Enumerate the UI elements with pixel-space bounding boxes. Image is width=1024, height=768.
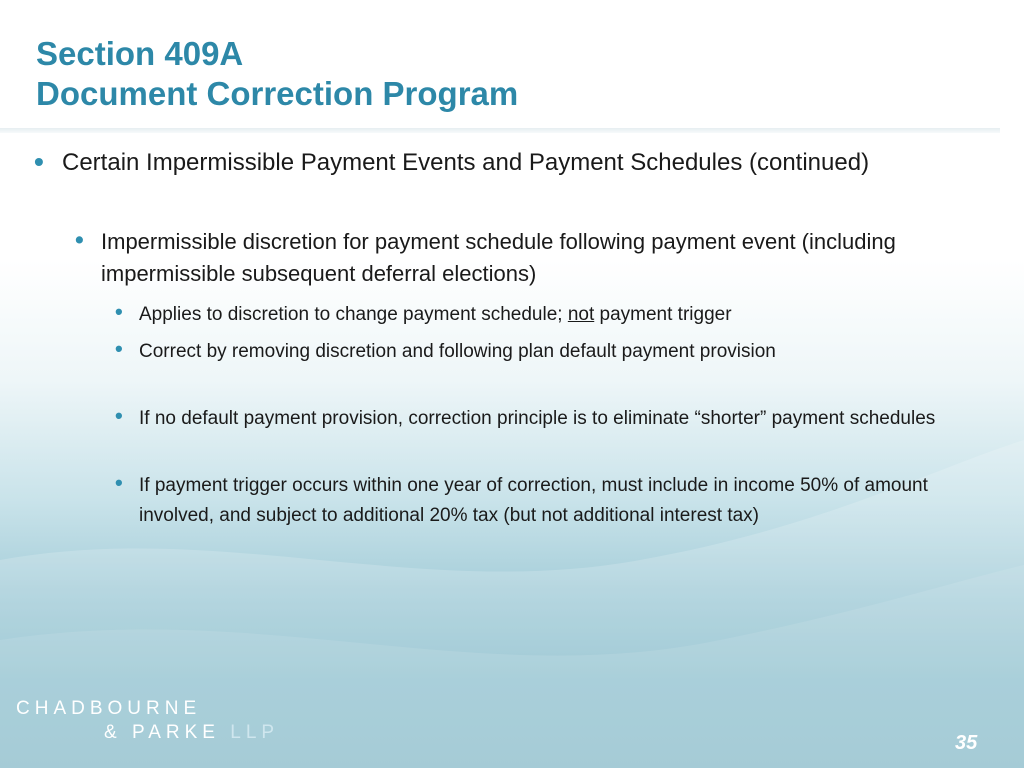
bullet-text-after: payment trigger xyxy=(594,304,732,325)
bullet-level1-text: Certain Impermissible Payment Events and Payment Schedules (continued) xyxy=(62,149,870,176)
bullet-level2 xyxy=(75,226,961,290)
bullet-level3-text: If no default payment provision, correction principle is to eliminate “shorter” payment schedules xyxy=(139,408,936,429)
bullet-text-before: Applies to discretion to change payment schedule; xyxy=(139,304,568,325)
bullet-level3-item xyxy=(115,299,989,330)
logo-line-2 xyxy=(104,721,279,745)
bullet-level3-item xyxy=(115,403,989,434)
bullet-level3-item xyxy=(115,470,989,531)
title-divider xyxy=(0,128,1000,133)
bullet-level3-text: If payment trigger occurs within one year of correction, must include in income 50% of amount involved, and subject to additional 20% tax (but not additional interest tax) xyxy=(139,475,928,526)
title-line-1: Section 409A xyxy=(36,35,244,72)
bullet-dot-icon: • xyxy=(115,299,123,324)
firm-logo xyxy=(16,697,280,743)
bullet-underlined-word: not xyxy=(567,304,595,325)
bullet-dot-icon: • xyxy=(115,403,123,428)
logo-line-1: CHADBOURNE xyxy=(16,698,202,719)
bullet-dot-icon: • xyxy=(115,470,123,495)
bullet-level3-item xyxy=(115,336,989,367)
logo-ampersand-parke: & PARKE xyxy=(104,722,220,743)
bullet-level3-text: Correct by removing discretion and following plan default payment provision xyxy=(139,341,776,362)
bullet-dot-icon: • xyxy=(75,226,84,254)
page-number: 35 xyxy=(955,732,978,754)
bullet-level1 xyxy=(34,146,972,180)
title-line-2: Document Correction Program xyxy=(36,75,519,112)
bullet-level2-text: Impermissible discretion for payment schedule following payment event (including impermissible subsequent deferral elections) xyxy=(101,229,896,286)
bullet-dot-icon: • xyxy=(34,146,44,177)
logo-llp: LLP xyxy=(230,722,280,743)
bullet-dot-icon: • xyxy=(115,336,123,361)
slide-title xyxy=(36,34,518,114)
